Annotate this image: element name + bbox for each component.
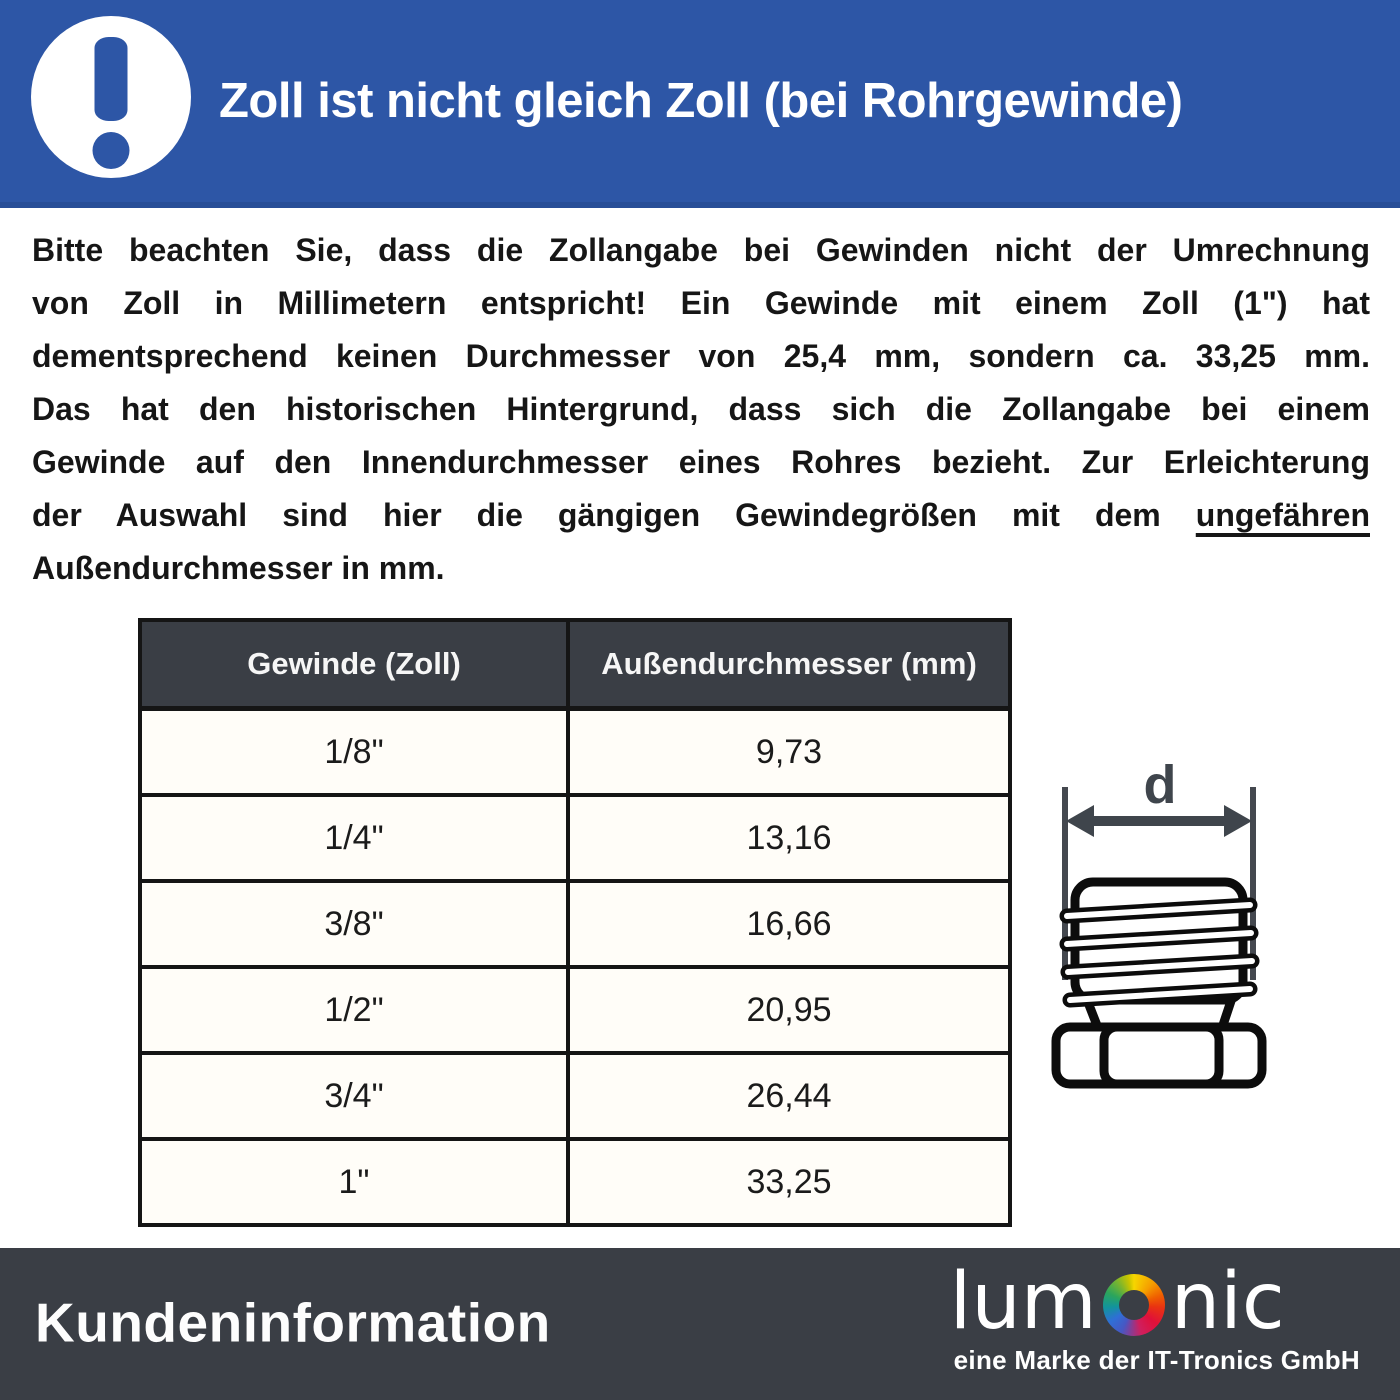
intro-line-6-pre: der Auswahl sind hier die gängigen Gewindegrößen mit dem (32, 497, 1196, 533)
intro-line-3: dementsprechend keinen Durchmesser von 25,4 mm, sondern ca. 33,25 mm. (32, 338, 1370, 374)
page-title: Zoll ist nicht gleich Zoll (bei Rohrgewinde) (219, 74, 1183, 128)
cell-zoll: 1/4" (140, 795, 568, 881)
table-header-row (140, 620, 1010, 709)
footer-title: Kundeninformation (35, 1291, 551, 1354)
cell-mm: 20,95 (568, 967, 1010, 1053)
header-bar (0, 0, 1400, 208)
column-header-gewinde: Gewinde (Zoll) (140, 620, 568, 709)
cell-mm: 26,44 (568, 1053, 1010, 1139)
intro-line-1: Bitte beachten Sie, dass die Zollangabe bei Gewinden nicht der Umrechnung (32, 232, 1370, 268)
brand-subtitle: eine Marke der IT-Tronics GmbH (953, 1345, 1360, 1375)
thread-size-table (138, 618, 1012, 1227)
intro-line-6 (32, 489, 1370, 542)
intro-line-2: von Zoll in Millimetern entspricht! Ein Gewinde mit einem Zoll (1") hat (32, 285, 1370, 321)
intro-line-4: Das hat den historischen Hintergrund, dass sich die Zollangabe bei einem (32, 391, 1370, 427)
intro-paragraph (32, 224, 1370, 595)
column-header-aussendurchmesser: Außendurchmesser (mm) (568, 620, 1010, 709)
intro-underlined-word: ungefähren (1195, 497, 1370, 533)
cell-mm: 9,73 (568, 709, 1010, 796)
exclamation-icon (31, 16, 191, 178)
brand-wordmark (949, 1257, 1360, 1347)
brand-text-nic: nic (1170, 1257, 1285, 1347)
brand-logo (949, 1257, 1360, 1376)
exclamation-bar (95, 37, 128, 121)
cell-zoll: 1/2" (140, 967, 568, 1053)
lumonic-ring-icon (1103, 1274, 1165, 1336)
table-row (140, 709, 1010, 796)
dimension-label: d (1143, 755, 1177, 815)
brand-text-lum: lum (949, 1257, 1097, 1347)
cell-mm: 16,66 (568, 881, 1010, 967)
cell-zoll: 1/8" (140, 709, 568, 796)
cell-zoll: 3/8" (140, 881, 568, 967)
cell-zoll: 3/4" (140, 1053, 568, 1139)
table-row (140, 967, 1010, 1053)
arrowhead-right (1224, 805, 1252, 837)
thread-diagram (1030, 745, 1375, 1105)
table-row (140, 1139, 1010, 1225)
arrowhead-left (1066, 805, 1094, 837)
exclamation-dot (93, 132, 130, 169)
table-row (140, 1053, 1010, 1139)
cell-mm: 13,16 (568, 795, 1010, 881)
table-row (140, 795, 1010, 881)
intro-line-7: Außendurchmesser in mm. (32, 550, 445, 586)
table-row (140, 881, 1010, 967)
hex-nut-facet (1104, 1027, 1219, 1084)
cell-mm: 33,25 (568, 1139, 1010, 1225)
intro-line-5: Gewinde auf den Innendurchmesser eines Rohres bezieht. Zur Erleichterung (32, 444, 1370, 480)
cell-zoll: 1" (140, 1139, 568, 1225)
footer-bar (0, 1248, 1400, 1400)
